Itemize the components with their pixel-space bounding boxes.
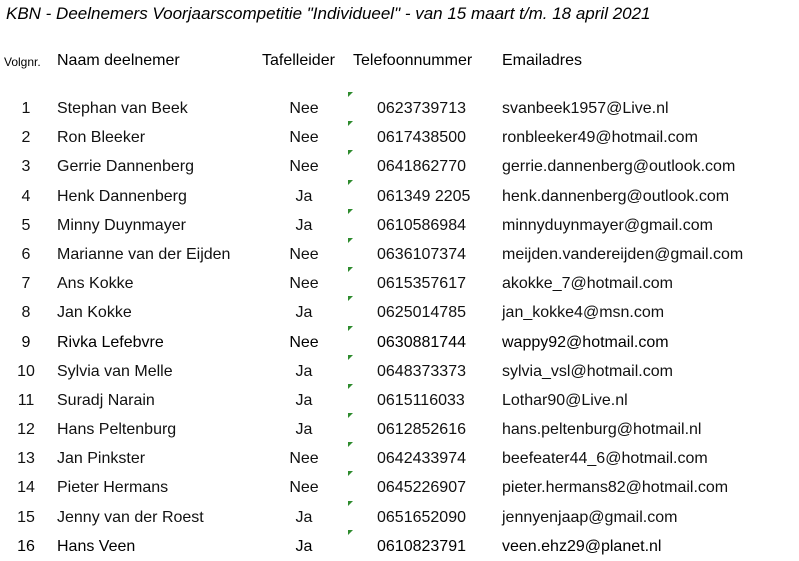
row-number: 14 <box>17 479 35 497</box>
tafelleider-value: Nee <box>289 158 319 176</box>
participant-name: Henk Dannenberg <box>57 187 187 205</box>
table-row <box>0 328 799 357</box>
phone-number: 0623739713 <box>377 100 466 117</box>
table-row <box>0 269 799 298</box>
row-number: 9 <box>21 333 31 351</box>
cell-marker-icon <box>348 471 353 476</box>
header-naam: Naam deelnemer <box>57 52 180 69</box>
row-number: 13 <box>17 450 35 468</box>
tafelleider-value: Ja <box>295 362 313 380</box>
table-row <box>0 444 799 473</box>
email-address: jan_kokke4@msn.com <box>502 304 665 322</box>
tafelleider-value: Ja <box>295 391 313 409</box>
participants-table <box>0 94 799 561</box>
phone-number: 0625014785 <box>377 304 466 322</box>
cell-marker-icon <box>348 296 353 301</box>
participant-name: Pieter Hermans <box>57 479 169 497</box>
cell-marker-icon <box>348 413 353 418</box>
participant-name: Sylvia van Melle <box>57 362 173 380</box>
table-row <box>0 386 799 415</box>
cell-marker-icon <box>348 267 353 272</box>
phone-number: 0617438500 <box>377 129 466 147</box>
phone-number: 0610823791 <box>377 537 466 555</box>
phone-number: 0630881744 <box>377 333 466 351</box>
header-volgnr: Volgnr. <box>4 55 41 69</box>
participant-name: Stephan van Beek <box>57 100 188 117</box>
participant-name: Ron Bleeker <box>57 129 146 147</box>
tafelleider-value: Ja <box>295 537 313 555</box>
cell-marker-icon <box>348 180 353 185</box>
tafelleider-value: Nee <box>289 245 319 263</box>
tafelleider-value: Nee <box>289 479 319 497</box>
participant-name: Jan Kokke <box>57 304 132 322</box>
row-number: 4 <box>21 187 31 205</box>
table-row <box>0 415 799 444</box>
tafelleider-value: Ja <box>295 304 313 322</box>
participant-name: Ans Kokke <box>57 275 134 293</box>
email-address: Lothar90@Live.nl <box>502 391 628 409</box>
cell-marker-icon <box>348 326 353 331</box>
row-number: 1 <box>21 100 31 117</box>
row-number: 10 <box>17 362 35 380</box>
cell-marker-icon <box>348 150 353 155</box>
phone-number: 0651652090 <box>377 508 466 526</box>
header-tafelleider: Tafelleider <box>262 52 335 69</box>
header-telefoon: Telefoonnummer <box>353 52 473 69</box>
cell-marker-icon <box>348 442 353 447</box>
phone-number: 0615116033 <box>377 391 465 409</box>
email-address: svanbeek1957@Live.nl <box>502 100 669 117</box>
table-row <box>0 94 799 123</box>
table-row <box>0 532 799 561</box>
email-address: hans.peltenburg@hotmail.nl <box>502 421 702 439</box>
row-number: 12 <box>17 421 35 439</box>
email-address: gerrie.dannenberg@outlook.com <box>502 158 736 176</box>
row-number: 5 <box>21 216 31 234</box>
phone-number: 0610586984 <box>377 216 466 234</box>
cell-marker-icon <box>348 384 353 389</box>
participant-name: Jenny van der Roest <box>57 508 204 526</box>
email-address: veen.ehz29@planet.nl <box>502 537 662 555</box>
row-number: 3 <box>21 158 31 176</box>
participant-name: Hans Veen <box>57 537 136 555</box>
tafelleider-value: Ja <box>295 421 313 439</box>
cell-marker-icon <box>348 121 353 126</box>
participant-name: Rivka Lefebvre <box>57 333 164 351</box>
phone-number: 0642433974 <box>377 450 466 468</box>
participant-name: Suradj Narain <box>57 391 155 409</box>
participant-name: Jan Pinkster <box>57 450 146 468</box>
phone-number: 061349 2205 <box>377 187 471 205</box>
email-address: sylvia_vsl@hotmail.com <box>502 362 673 380</box>
phone-number: 0615357617 <box>377 275 466 293</box>
header-email: Emailadres <box>502 52 583 69</box>
row-number: 15 <box>17 508 35 526</box>
cell-marker-icon <box>348 92 353 97</box>
tafelleider-value: Ja <box>295 216 313 234</box>
cell-marker-icon <box>348 501 353 506</box>
table-row <box>0 240 799 269</box>
table-row <box>0 357 799 386</box>
table-row <box>0 152 799 181</box>
cell-marker-icon <box>348 530 353 535</box>
participant-name: Gerrie Dannenberg <box>57 158 194 176</box>
email-address: minnyduynmayer@gmail.com <box>502 216 713 234</box>
participant-name: Hans Peltenburg <box>57 421 177 439</box>
cell-marker-icon <box>348 238 353 243</box>
row-number: 2 <box>21 129 31 147</box>
email-address: pieter.hermans82@hotmail.com <box>502 479 729 497</box>
table-row <box>0 298 799 327</box>
email-address: beefeater44_6@hotmail.com <box>502 450 708 468</box>
row-number: 6 <box>21 245 31 263</box>
row-number: 16 <box>17 537 35 555</box>
email-address: jennyenjaap@gmail.com <box>502 508 678 526</box>
phone-number: 0648373373 <box>377 362 466 380</box>
phone-number: 0636107374 <box>377 245 466 263</box>
tafelleider-value: Nee <box>289 450 319 468</box>
table-row <box>0 182 799 211</box>
table-row <box>0 211 799 240</box>
tafelleider-value: Nee <box>289 333 319 351</box>
participant-name: Marianne van der Eijden <box>57 245 231 263</box>
tafelleider-value: Nee <box>289 129 319 147</box>
tafelleider-value: Ja <box>295 508 313 526</box>
table-row <box>0 473 799 502</box>
page-title: KBN - Deelnemers Voorjaarscompetitie "Individueel" - van 15 maart t/m. 18 april 2021 <box>6 4 651 23</box>
email-address: meijden.vandereijden@gmail.com <box>502 245 744 263</box>
email-address: ronbleeker49@hotmail.com <box>502 129 698 147</box>
email-address: henk.dannenberg@outlook.com <box>502 187 730 205</box>
phone-number: 0612852616 <box>377 421 466 439</box>
tafelleider-value: Ja <box>295 187 313 205</box>
tafelleider-value: Nee <box>289 100 319 117</box>
table-row <box>0 503 799 532</box>
cell-marker-icon <box>348 209 353 214</box>
phone-number: 0645226907 <box>377 479 466 497</box>
row-number: 8 <box>21 304 31 322</box>
participant-name: Minny Duynmayer <box>57 216 186 234</box>
email-address: wappy92@hotmail.com <box>502 333 669 351</box>
cell-marker-icon <box>348 355 353 360</box>
tafelleider-value: Nee <box>289 275 319 293</box>
email-address: akokke_7@hotmail.com <box>502 275 673 293</box>
phone-number: 0641862770 <box>377 158 466 176</box>
table-row <box>0 123 799 152</box>
row-number: 11 <box>17 391 35 409</box>
row-number: 7 <box>21 275 31 293</box>
